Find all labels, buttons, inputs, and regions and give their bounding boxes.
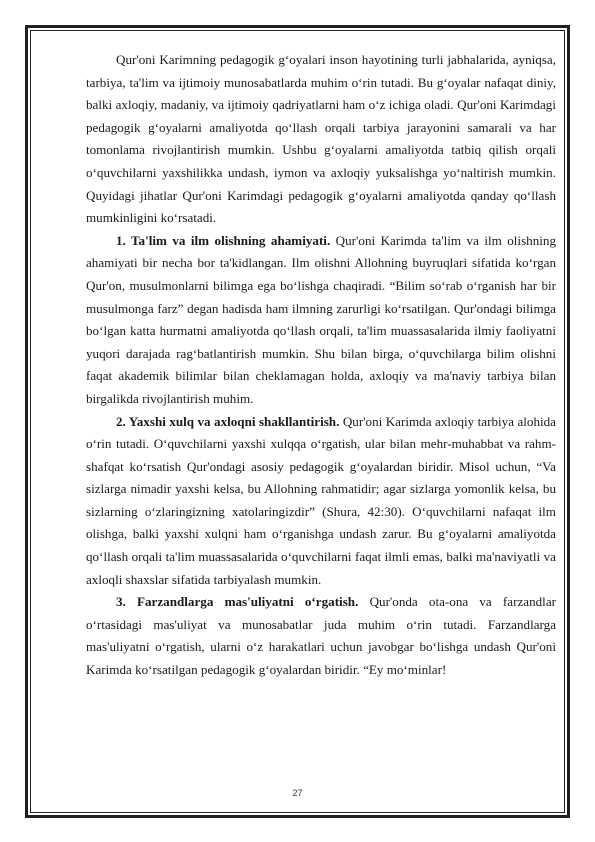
- paragraph-heading: 1. Ta'lim va ilm olishning ahamiyati.: [116, 232, 331, 248]
- paragraph-text: Qur'oni Karimning pedagogik g‘oyalari inson hayotining turli jabhalarida, ayniqsa, tarbiya, ta'lim va ijtimoiy munosabatlarda muhim o‘rin tutadi. Bu g‘oyalar nafaqat diniy, balki axloqiy, madaniy, va ijtimoiy qadriyatlarni ham o‘z ichiga oladi. Qur'oni Karimdagi pedagogik g‘oyalarni amaliyotda qo‘llash orqali tarbiya jarayonini samarali va har tomonlama rivojlantirish mumkin. Ushbu g‘oyalarni amaliyotda tatbiq qilish orqali o‘quvchilarni yaxshilikka undash, iymon va axloqiy yuksalishga yo‘naltirish mumkin. Quyidagi jihatlar Qur'oni Karimdagi pedagogik g‘oyalarni amaliyotda qanday qo‘llash mumkinligini ko‘rsatadi.: [86, 52, 556, 226]
- paragraph-text: Qur'oni Karimda ta'lim va ilm olishning ahamiyati bir necha bor ta'kidlangan. Ilm olishni Allohning buyruqlari sifatida ko‘rgan Qur'on, musulmonlarni bilimga ega bo‘lishga chaqiradi. “Bilim so‘rab o‘rganish har bir musulmonga farz” degan hadisda ham ilmning zarurligi ko‘rsatilgan. Qur'ondagi bilimga bo‘lgan katta hurmatni amaliyotda qo‘llash orqali, ta'lim muassasalarida ilmiy faoliyatni yuqori darajada rag‘batlantirish mumkin. Shu bilan birga, o‘quvchilarga bilim olishni faqat akademik bilimlar bilan cheklamagan holda, axloqiy va ma'naviy tarbiya bilan birgalikda rivojlantirish muhim.: [86, 232, 556, 406]
- page-number: 27: [292, 788, 303, 798]
- paragraph-intro: [86, 49, 556, 230]
- paragraph-2: [86, 411, 556, 592]
- paragraph-text: Qur'onda ota-ona va farzandlar o‘rtasidagi mas'uliyat va munosabatlar juda muhim o‘rin tutadi. Farzandlarga mas'uliyatni o‘rgatish, ularni o‘z harakatlari uchun javobgar bo‘lishga undash Qur'oni Karimda ko‘rsatilgan pedagogik g‘oyalardan biridir. “Ey mo‘minlar!: [86, 594, 556, 678]
- paragraph-text: Qur'oni Karimda axloqiy tarbiya alohida o‘rin tutadi. O‘quvchilarni yaxshi xulqqa o‘rgatish, ular bilan mehr-muhabbat va rahm-shafqat ko‘rsatish Qur'ondagi asosiy pedagogik g‘oyalardan biridir. Misol uchun, “Va sizlarga nimadir yaxshi kelsa, bu Allohning rahmatidir; agar sizlarga yomonlik kelsa, bu sizlarning o‘zlaringizning xatolaringizdir” (Shura, 42:30). O‘quvchilarni nafaqat ilm olishga, balki yaxshi xulqni ham o‘rganishga undash zarur. Bu g‘oyalarni amaliyotda qo‘llash orqali ta'lim muassasalarida o‘quvchilarni faqat ilmli emas, balki ma'naviyatli va axloqli shaxslar sifatida tarbiyalash mumkin.: [86, 413, 556, 587]
- paragraph-heading: 3. Farzandlarga mas'uliyatni o‘rgatish.: [116, 594, 359, 610]
- paragraph-3: [86, 591, 556, 681]
- paragraph-heading: 2. Yaxshi xulq va axloqni shakllantirish.: [116, 413, 340, 429]
- paragraph-1: [86, 230, 556, 411]
- body-text: [86, 49, 556, 682]
